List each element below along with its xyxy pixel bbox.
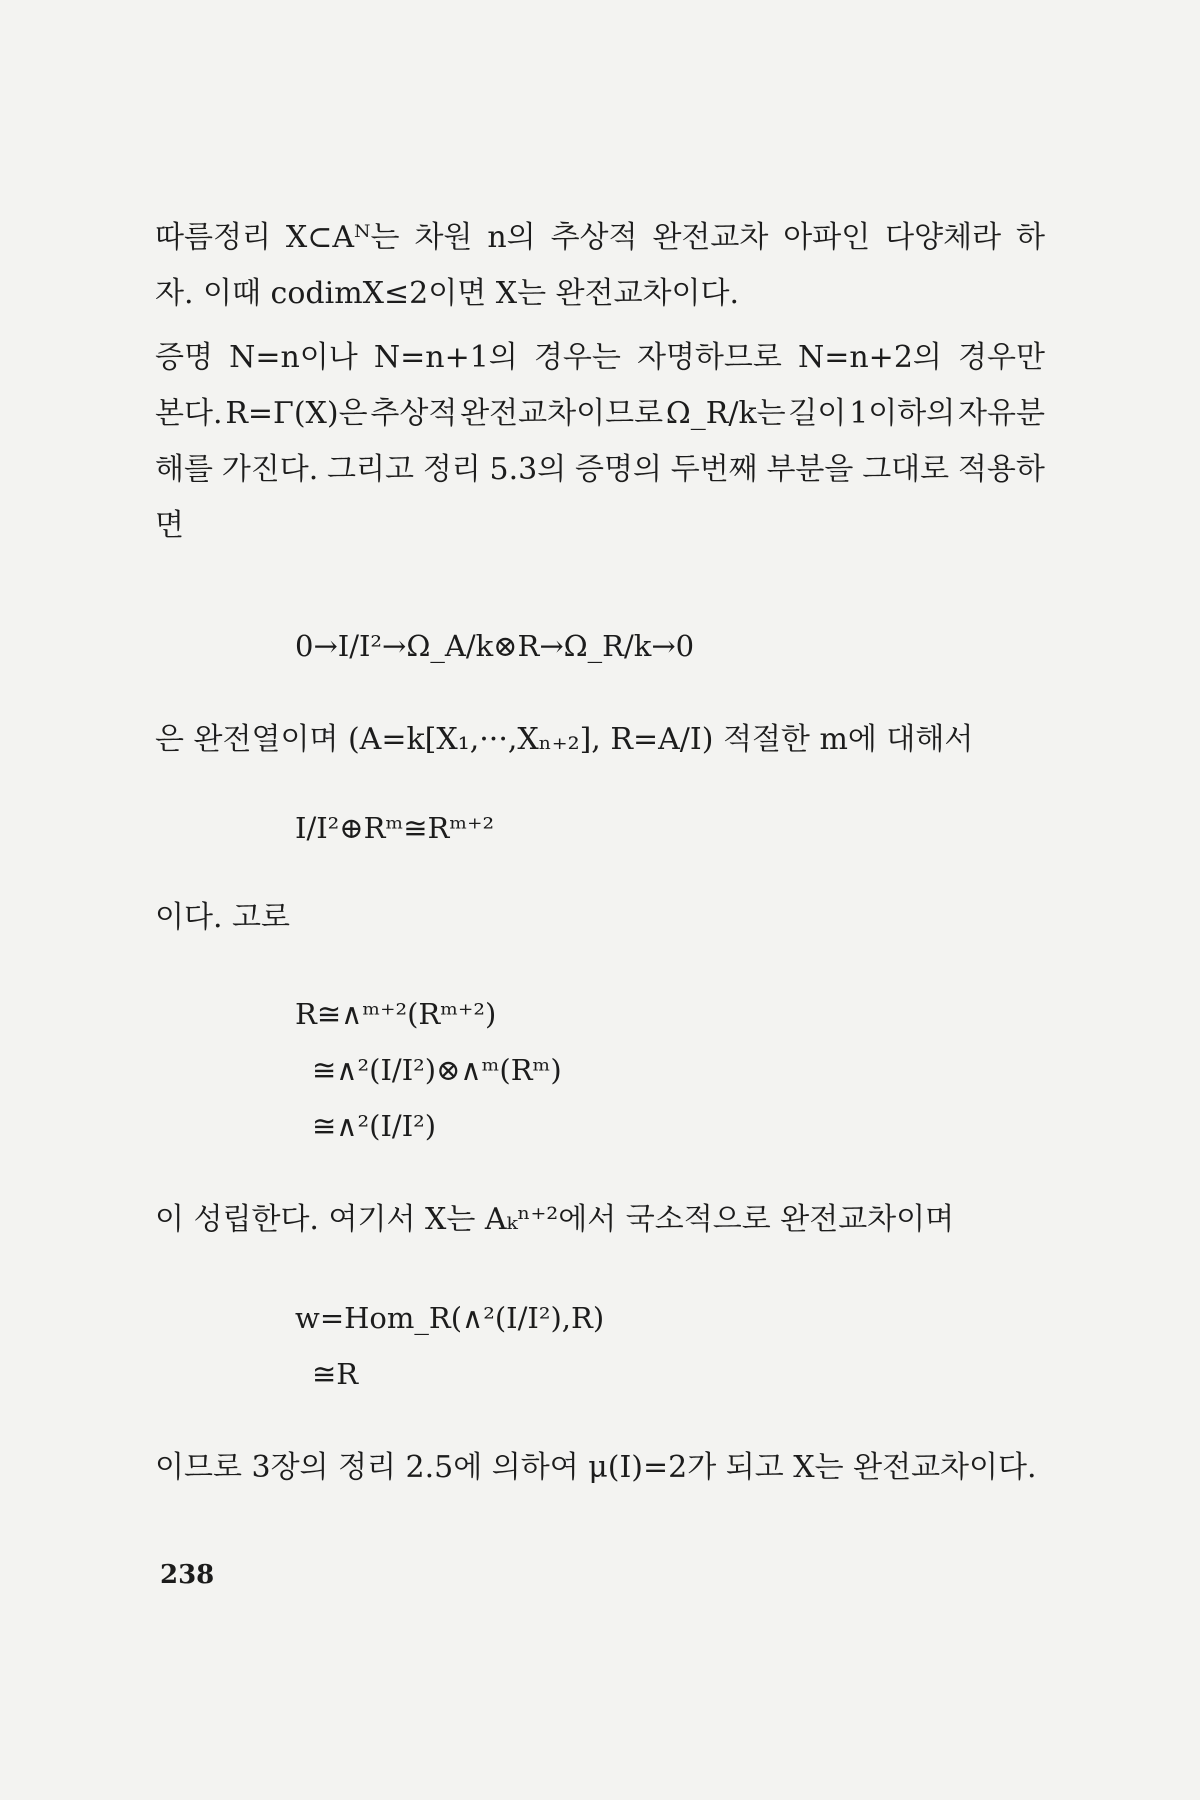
word: 차원: [414, 220, 473, 255]
word: 부분을: [766, 452, 854, 487]
word: 아파인: [783, 220, 871, 255]
canonical-module-line-1: w=Hom_R(∧²(I/I²),R): [295, 1301, 605, 1335]
word: 하: [1016, 220, 1045, 255]
word: N=n+2의: [797, 340, 942, 375]
word: 길이: [788, 396, 847, 431]
word: 경우만: [958, 340, 1045, 375]
word: 해를: [155, 452, 213, 487]
word: 다양체라: [885, 220, 1002, 255]
page-number: 238: [160, 1560, 215, 1590]
word: n의: [487, 220, 536, 255]
corollary-label: 따름정리: [155, 220, 271, 255]
word: Ω_R/k는: [665, 396, 786, 431]
corollary-line-1: [155, 210, 1045, 266]
word: X⊂Aᴺ는: [285, 220, 400, 255]
exact-sequence-equation: 0→I/I²→Ω_A/k⊗R→Ω_R/k→0: [295, 629, 695, 663]
proof-line-2: [155, 386, 1045, 442]
canonical-module-line-2: ≅R: [312, 1357, 359, 1391]
paragraph-after-wedge: [155, 1192, 1045, 1248]
word: 1이하의: [849, 396, 956, 431]
word: 경우는: [533, 340, 621, 375]
proof-line-3: [155, 442, 1045, 498]
text-line: 이 성립한다. 여기서 X는 Aₖⁿ⁺²에서 국소적으로 완전교차이며: [155, 1202, 955, 1237]
wedge-equation-line-2: ≅∧²(I/I²)⊗∧ᵐ(Rᵐ): [312, 1053, 562, 1087]
word: 추상적: [370, 396, 458, 431]
text-line: 은 완전열이며 (A=k[X₁,···,Xₙ₊₂], R=A/I) 적절한 m에 대해서: [155, 722, 974, 757]
word: 그대로: [862, 452, 950, 487]
text-line: 이므로 3장의 정리 2.5에 의하여 μ(I)=2가 되고 X는 완전교차이다.: [155, 1450, 1037, 1485]
word: 자명하므로: [636, 340, 782, 375]
paragraph-after-sequence: [155, 712, 1045, 768]
word: 정리: [422, 452, 481, 487]
proof-label: 증명: [155, 340, 213, 375]
proof-paragraph: [155, 330, 1045, 554]
word: R=Γ(X)은: [225, 396, 368, 431]
wedge-equation-line-3: ≅∧²(I/I²): [312, 1109, 437, 1143]
direct-sum-isomorphism: I/I²⊕Rᵐ≅Rᵐ⁺²: [295, 811, 495, 845]
wedge-equation-line-1: R≅∧ᵐ⁺²(Rᵐ⁺²): [295, 997, 497, 1031]
word: 5.3의: [489, 452, 567, 487]
word: N=n이나: [229, 340, 358, 375]
word: 두번째: [670, 452, 758, 487]
proof-line-1: [155, 330, 1045, 386]
word: 증명의: [574, 452, 662, 487]
word: 그리고: [327, 452, 414, 487]
corollary-line-2: 자. 이때 codimX≤2이면 X는 완전교차이다.: [155, 276, 740, 311]
word: N=n+1의: [373, 340, 518, 375]
word: 완전교차: [652, 220, 769, 255]
conclusion-paragraph: [155, 1440, 1045, 1496]
word: 완전교차이므로: [460, 396, 664, 431]
word: 가진다.: [221, 452, 319, 487]
paragraph-after-iso: [155, 890, 1045, 946]
text-line: 이다. 고로: [155, 900, 290, 935]
word: 본다.: [155, 396, 223, 431]
proof-line-4: 면: [155, 508, 184, 543]
word: 적용하: [957, 452, 1045, 487]
word: 자유분: [958, 396, 1045, 431]
word: 추상적: [550, 220, 638, 255]
corollary-paragraph: [155, 210, 1045, 322]
